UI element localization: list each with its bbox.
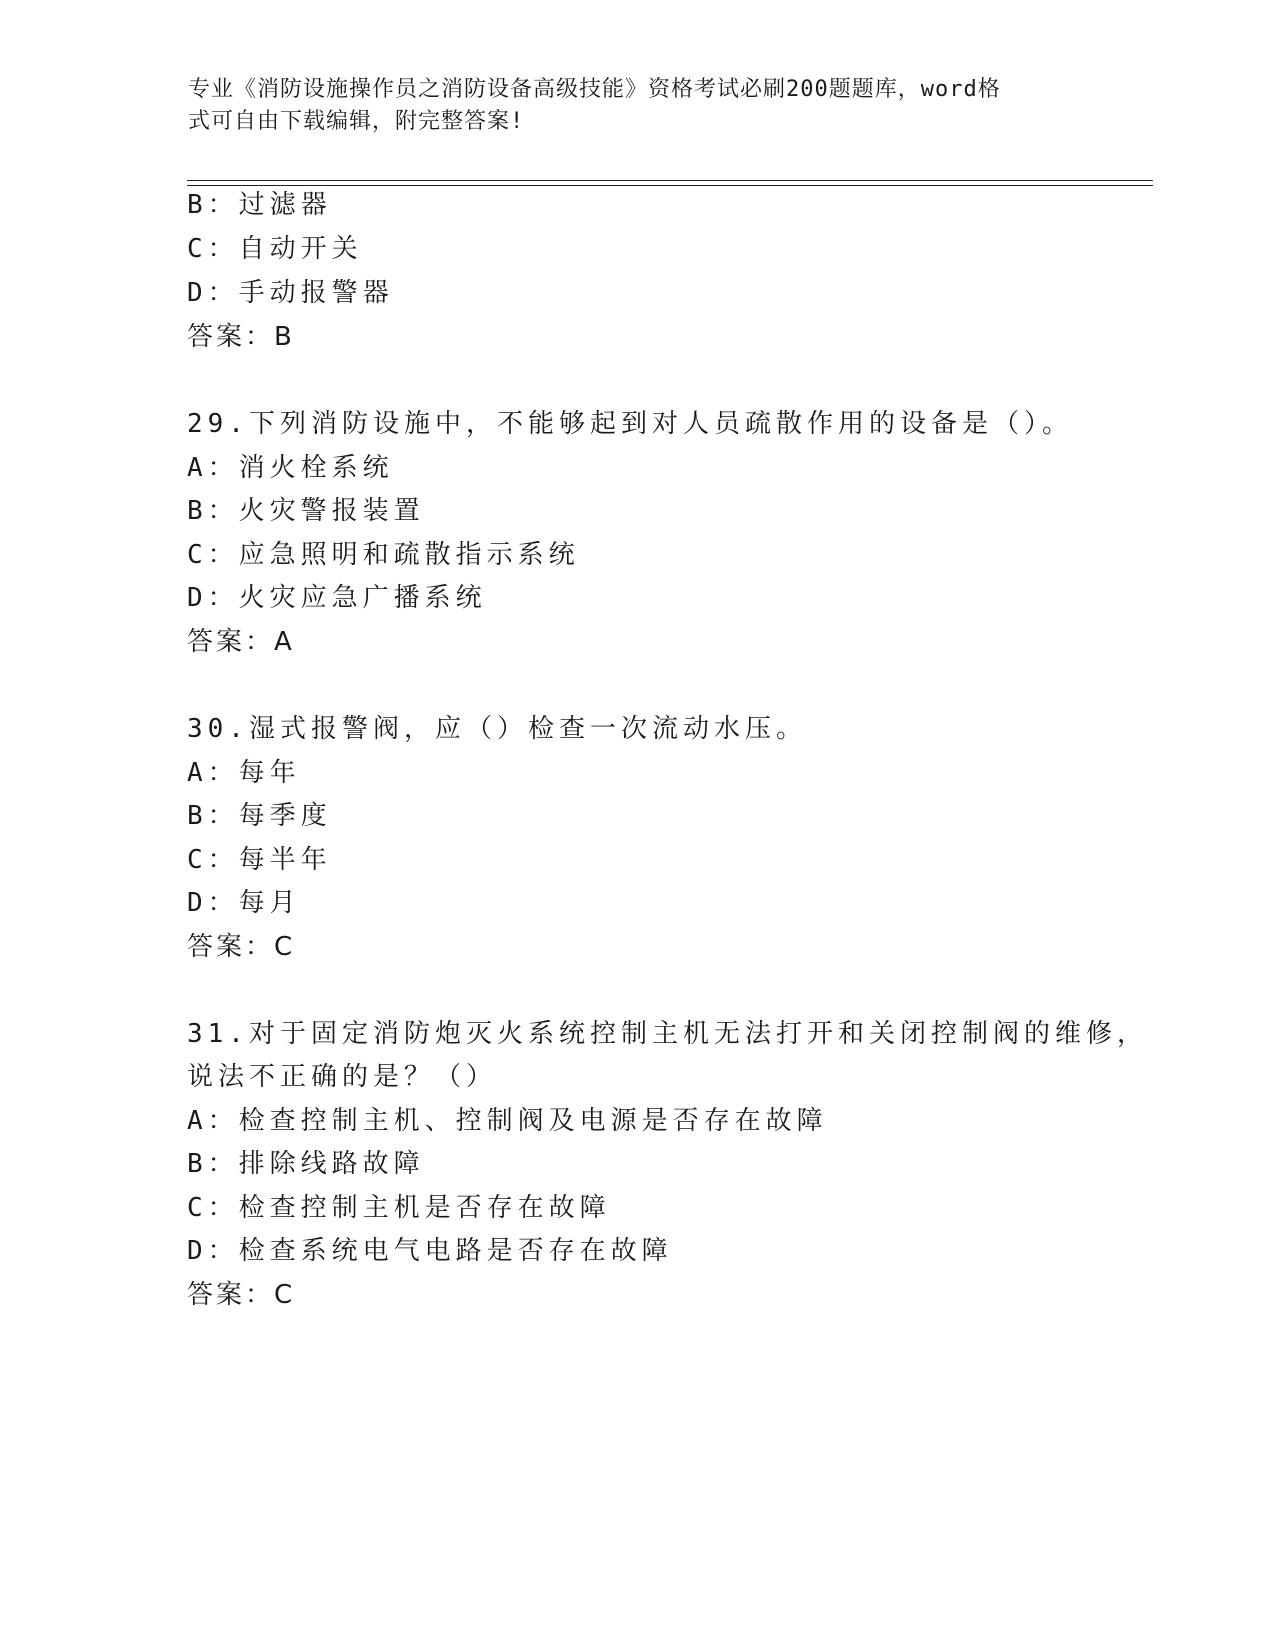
q31-option-b: B：排除线路故障 [187, 1149, 425, 1179]
q30-option-b: B：每季度 [187, 801, 332, 831]
q29-answer: 答案：A [187, 627, 295, 657]
q31-question-line-1: 31.对于固定消防炮灭火系统控制主机无法打开和关闭控制阀的维修， [187, 1019, 1148, 1049]
document-header [188, 74, 1068, 138]
q29-question: 29.下列消防设施中，不能够起到对人员疏散作用的设备是（）。 [187, 409, 1073, 439]
q30-option-d: D：每月 [187, 888, 301, 918]
q28-option-d: D：手动报警器 [187, 278, 394, 308]
q31-question-line-2: 说法不正确的是？（） [187, 1062, 498, 1092]
header-divider-bottom [187, 185, 1153, 186]
q31-option-a: A：检查控制主机、控制阀及电源是否存在故障 [187, 1106, 828, 1136]
header-line-2: 式可自由下载编辑，附完整答案! [188, 109, 525, 134]
header-line-1: 专业《消防设施操作员之消防设备高级技能》资格考试必刷200题题库，word格 [188, 77, 1001, 102]
q31-answer: 答案：C [187, 1280, 296, 1310]
q29-option-b: B：火灾警报装置 [187, 496, 425, 526]
q29-option-d: D：火灾应急广播系统 [187, 583, 487, 613]
q28-option-c: C：自动开关 [187, 234, 363, 264]
q30-answer: 答案：C [187, 932, 296, 962]
header-divider-top [187, 180, 1153, 181]
q28-option-b: B：过滤器 [187, 190, 332, 220]
q29-option-a: A：消火栓系统 [187, 453, 394, 483]
q31-option-d: D：检查系统电气电路是否存在故障 [187, 1236, 673, 1266]
q29-option-c: C：应急照明和疏散指示系统 [187, 540, 580, 570]
q30-option-a: A：每年 [187, 758, 301, 788]
q28-answer: 答案：B [187, 322, 295, 352]
q30-option-c: C：每半年 [187, 845, 332, 875]
q31-option-c: C：检查控制主机是否存在故障 [187, 1193, 611, 1223]
q30-question: 30.湿式报警阀，应（）检查一次流动水压。 [187, 714, 807, 744]
